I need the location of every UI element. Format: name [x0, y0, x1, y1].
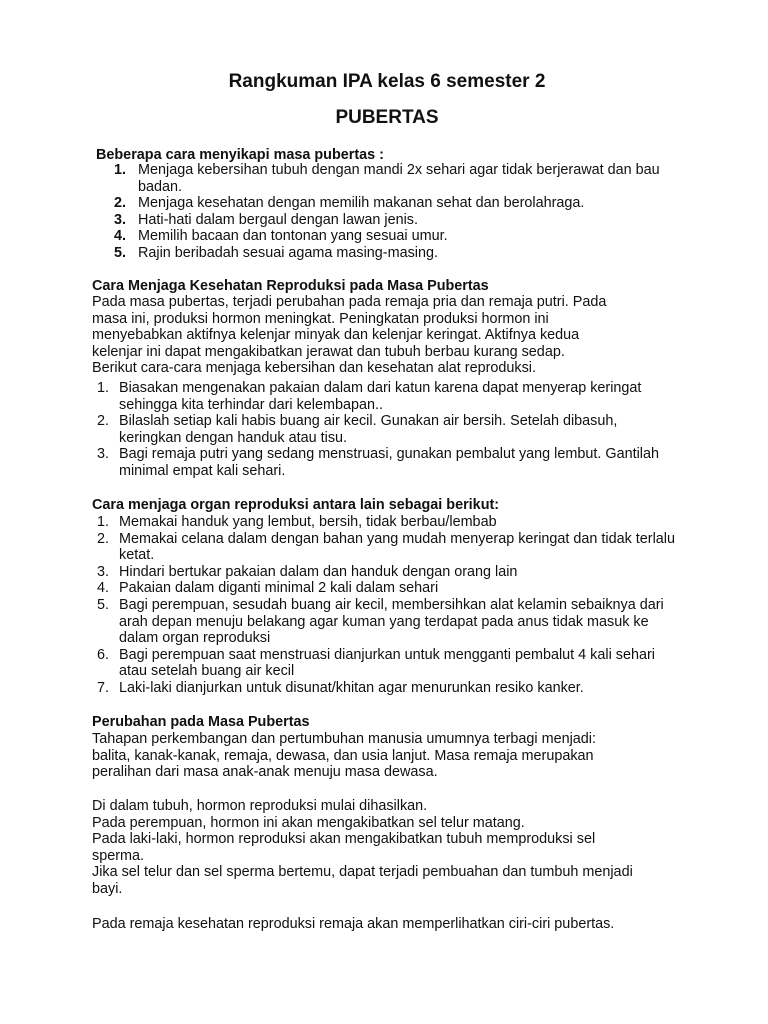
list-item: 6. Bagi perempuan saat menstruasi dianjurkan untuk mengganti pembalut 4 kali sehari atau setelah buang air kecil	[97, 646, 655, 680]
list-item: 3. Hati-hati dalam bergaul dengan lawan jenis.	[114, 211, 418, 228]
paragraph-hormon: Di dalam tubuh, hormon reproduksi mulai dihasilkan. Pada perempuan, hormon ini akan mengakibatkan sel telur matang. Pada laki-laki, hormon reproduksi akan mengakibatkan tubuh memproduksi sel sperma. Jika sel telur dan sel sperma bertemu, dapat terjadi pembuahan dan tumbuh menjadi bayi.	[92, 798, 633, 897]
list-item: 5. Bagi perempuan, sesudah buang air kecil, membersihkan alat kelamin sebaiknya dari arah depan menuju belakang agar kuman yang terdapat pada anus tidak masuk ke dalam organ reproduksi	[97, 596, 664, 647]
paragraph-tahapan: Tahapan perkembangan dan pertumbuhan manusia umumnya terbagi menjadi: balita, kanak-kanak, remaja, dewasa, dan usia lanjut. Masa remaja merupakan peralihan dari masa anak-anak menuju masa dewasa.	[92, 731, 596, 781]
section-heading-perubahan: Perubahan pada Masa Pubertas	[92, 714, 310, 730]
paragraph-ciri-pubertas: Pada remaja kesehatan reproduksi remaja akan memperlihatkan ciri-ciri pubertas.	[92, 916, 615, 932]
section-heading-menyikapi: Beberapa cara menyikapi masa pubertas :	[96, 147, 384, 163]
list-item: 7. Laki-laki dianjurkan untuk disunat/khitan agar menurunkan resiko kanker.	[97, 679, 584, 696]
document-subtitle: PUBERTAS	[335, 107, 439, 128]
list-organ-reproduksi	[92, 514, 682, 697]
list-item: 3. Hindari bertukar pakaian dalam dan handuk dengan orang lain	[97, 563, 518, 580]
section-heading-kesehatan-reproduksi: Cara Menjaga Kesehatan Reproduksi pada Masa Pubertas	[92, 278, 489, 294]
list-item: 1. Memakai handuk yang lembut, bersih, tidak berbau/lembab	[97, 514, 497, 530]
list-item: 4. Pakaian dalam diganti minimal 2 kali dalam sehari	[97, 580, 439, 597]
list-kesehatan-reproduksi	[92, 380, 682, 480]
list-menyikapi	[92, 162, 682, 262]
list-item: 5. Rajin beribadah sesuai agama masing-masing.	[114, 244, 438, 261]
list-item: 1. Biasakan mengenakan pakaian dalam dari katun karena dapat menyerap keringat sehingga kita terhindar dari kelembapan..	[97, 380, 642, 413]
list-item: 3. Bagi remaja putri yang sedang menstruasi, gunakan pembalut yang lembut. Gantilah minimal empat kali sehari.	[97, 446, 659, 479]
section-heading-organ-reproduksi: Cara menjaga organ reproduksi antara lain sebagai berikut:	[92, 497, 500, 513]
list-item: 4. Memilih bacaan dan tontonan yang sesuai umur.	[114, 228, 448, 245]
document-title: Rangkuman IPA kelas 6 semester 2	[228, 71, 546, 92]
list-item: 2. Memakai celana dalam dengan bahan yang mudah menyerap keringat dan tidak terlalu ketat.	[97, 530, 675, 564]
list-item: 1. Menjaga kebersihan tubuh dengan mandi 2x sehari agar tidak berjerawat dan bau badan.	[114, 162, 660, 195]
paragraph-kesehatan-reproduksi: Pada masa pubertas, terjadi perubahan pada remaja pria dan remaja putri. Pada masa ini, produksi hormon meningkat. Peningkatan produksi hormon ini menyebabkan aktifnya kelenjar minyak dan kelenjar keringat. Aktifnya kedua kelenjar ini dapat mengakibatkan jerawat dan tubuh berbau kurang sedap. Berikut cara-cara menjaga kebersihan dan kesehatan alat reproduksi.	[92, 294, 607, 377]
list-item: 2. Bilaslah setiap kali habis buang air kecil. Gunakan air bersih. Setelah dibasuh, keringkan dengan handuk atau tisu.	[97, 413, 618, 446]
list-item: 2. Menjaga kesehatan dengan memilih makanan sehat dan berolahraga.	[114, 195, 585, 212]
